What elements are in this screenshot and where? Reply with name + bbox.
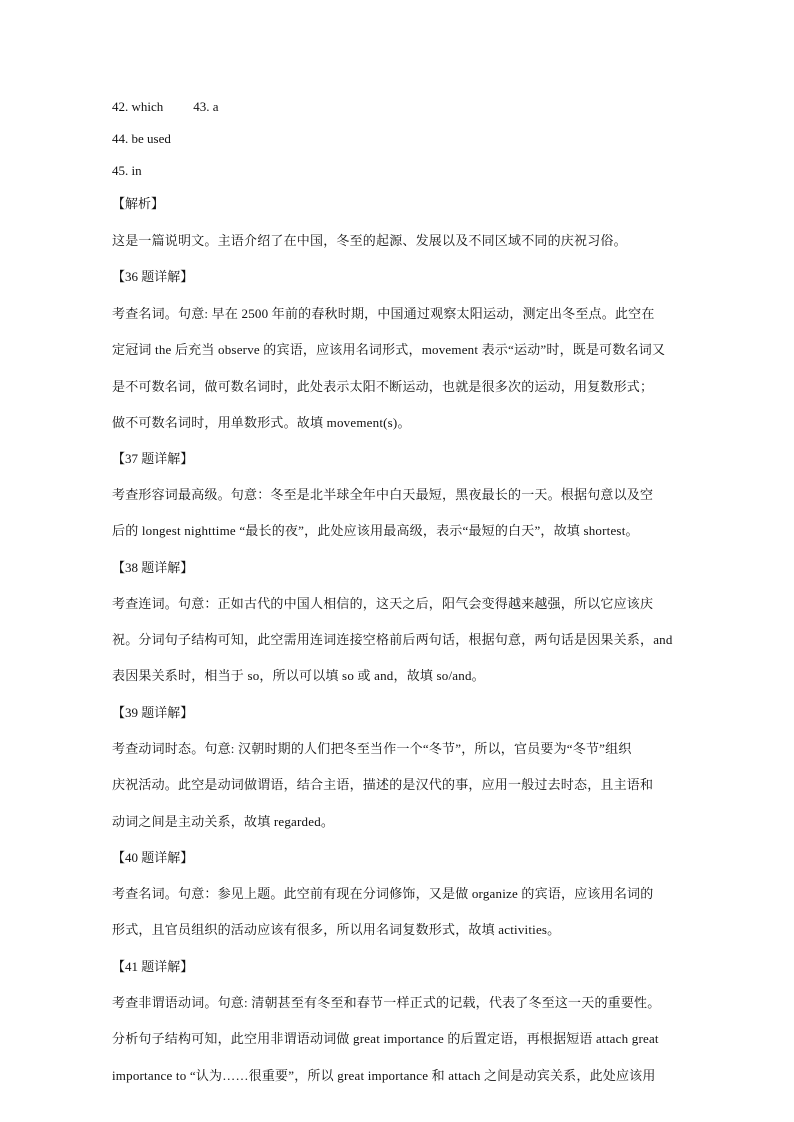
section-36-heading: 【36 题详解】 [112, 269, 194, 284]
section-39-line-1: 考查动词时态。句意: 汉朝时期的人们把冬至当作一个“冬节”，所以，官员要为“冬节”组织 [112, 741, 632, 756]
section-36-line-3: 是不可数名词，做可数名词时，此处表示太阳不断运动，也就是很多次的运动，用复数形式； [112, 379, 654, 394]
answer-43: 43. a [193, 99, 219, 114]
section-37-heading: 【37 题详解】 [112, 451, 194, 466]
section-39-line-3: 动词之间是主动关系，故填 regarded。 [112, 814, 335, 829]
section-37-line-2: 后的 longest nighttime “最长的夜”，此处应该用最高级，表示“最短的白天”，故填 shortest。 [112, 523, 639, 538]
section-41-line-1: 考查非谓语动词。句意: 清朝甚至有冬至和春节一样正式的记载，代表了冬至这一天的重要性。 [112, 995, 661, 1010]
answer-line-42-43 [112, 98, 219, 116]
section-40-line-2: 形式，且官员组织的活动应该有很多，所以用名词复数形式，故填 activities。 [112, 922, 561, 937]
answer-45: 45. in [112, 163, 142, 178]
section-41-line-3: importance to “认为……很重要”，所以 great importance 和 attach 之间是动宾关系，此处应该用 [112, 1068, 656, 1083]
section-36-line-4: 做不可数名词时，用单数形式。故填 movement(s)。 [112, 415, 411, 430]
section-37-line-1: 考查形容词最高级。句意：冬至是北半球全年中白天最短，黑夜最长的一天。根据句意以及空 [112, 487, 654, 502]
section-38-line-1: 考查连词。句意：正如古代的中国人相信的，这天之后，阳气会变得越来越强，所以它应该庆 [112, 596, 654, 611]
section-36-line-2: 定冠词 the 后充当 observe 的宾语，应该用名词形式，movement 表示“运动”时，既是可数名词又 [112, 342, 666, 357]
answer-44: 44. be used [112, 131, 171, 146]
section-36-line-1: 考查名词。句意: 早在 2500 年前的春秋时期，中国通过观察太阳运动，测定出冬至点。此空在 [112, 306, 655, 321]
section-38-line-2: 祝。分词句子结构可知，此空需用连词连接空格前后两句话，根据句意，两句话是因果关系，and [112, 632, 673, 647]
section-39-line-2: 庆祝活动。此空是动词做谓语，结合主语，描述的是汉代的事，应用一般过去时态，且主语和 [112, 777, 654, 792]
section-38-line-3: 表因果关系时，相当于 so，所以可以填 so 或 and，故填 so/and。 [112, 668, 485, 683]
section-40-line-1: 考查名词。句意：参见上题。此空前有现在分词修饰，又是做 organize 的宾语，应该用名词的 [112, 886, 654, 901]
answer-42: 42. which [112, 99, 164, 114]
analysis-heading: 【解析】 [112, 196, 165, 211]
summary-text: 这是一篇说明文。主语介绍了在中国，冬至的起源、发展以及不同区域不同的庆祝习俗。 [112, 233, 627, 248]
section-38-heading: 【38 题详解】 [112, 560, 194, 575]
section-41-line-2: 分析句子结构可知，此空用非谓语动词做 great importance 的后置定语，再根据短语 attach great [112, 1031, 659, 1046]
section-41-heading: 【41 题详解】 [112, 959, 194, 974]
section-40-heading: 【40 题详解】 [112, 850, 194, 865]
section-39-heading: 【39 题详解】 [112, 705, 194, 720]
